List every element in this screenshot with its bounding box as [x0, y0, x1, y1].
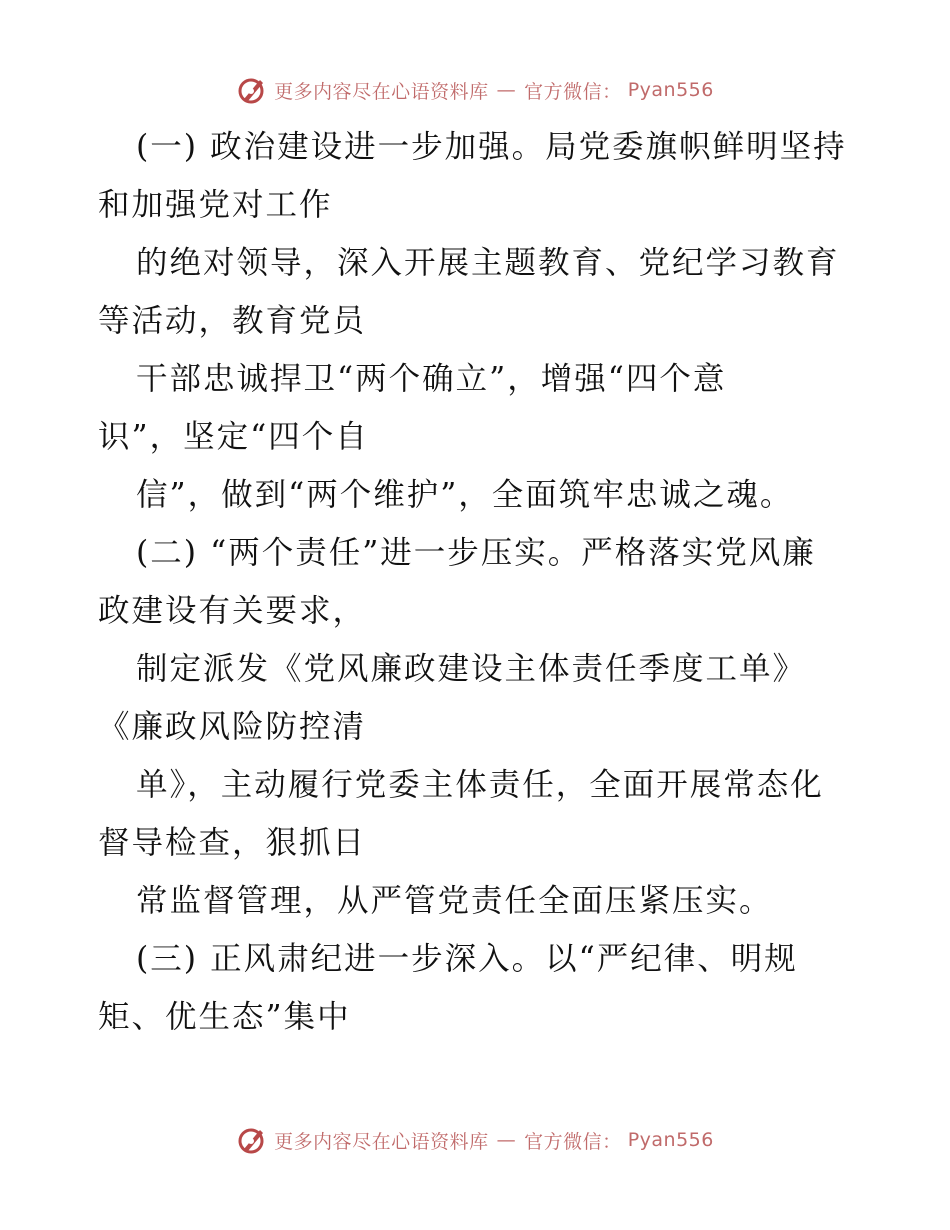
header-watermark [0, 70, 950, 110]
quill-circle-logo-icon [236, 74, 268, 106]
document-line: (二) “两个责任”进一步压实。严格落实党风廉 [136, 535, 816, 571]
document-line: 等活动，教育党员 [98, 303, 367, 339]
document-line: 单》，主动履行党委主体责任，全面开展常态化 [136, 767, 824, 803]
document-line: 矩、优生态”集中 [98, 999, 351, 1035]
watermark-separator: — [496, 79, 517, 101]
watermark-brand: Pyan556 [627, 1129, 714, 1151]
document-line: 识”，坚定“四个自 [98, 419, 369, 455]
watermark-brand: Pyan556 [627, 79, 714, 101]
watermark-text: 更多内容尽在心语资料库 [274, 1130, 489, 1153]
watermark-label: 官方微信： [524, 80, 622, 103]
document-line: 信”，做到“两个维护”，全面筑牢忠诚之魂。 [136, 477, 794, 513]
document-line: 的绝对领导，深入开展主题教育、党纪学习教育 [136, 245, 840, 281]
footer-watermark [0, 1120, 950, 1160]
quill-circle-logo-icon [236, 1124, 268, 1156]
document-line: 政建设有关要求， [98, 593, 367, 629]
watermark-text: 更多内容尽在心语资料库 [274, 80, 489, 103]
document-line: (三) 正风肃纪进一步深入。以“严纪律、明规 [136, 941, 798, 977]
document-line: 督导检查，狠抓日 [98, 825, 367, 861]
document-line: 常监督管理，从严管党责任全面压紧压实。 [136, 883, 773, 919]
document-line: 制定派发《党风廉政建设主体责任季度工单》 [136, 651, 807, 687]
document-line: 和加强党对工作 [98, 187, 333, 223]
document-line: (一) 政治建设进一步加强。局党委旗帜鲜明坚持 [136, 129, 847, 165]
document-line: 干部忠诚捍卫“两个确立”，增强“四个意 [136, 361, 727, 397]
document-line: 《廉政风险防控清 [98, 709, 367, 745]
watermark-separator: — [496, 1129, 517, 1151]
watermark-label: 官方微信： [524, 1130, 622, 1153]
document-body [98, 118, 868, 1046]
